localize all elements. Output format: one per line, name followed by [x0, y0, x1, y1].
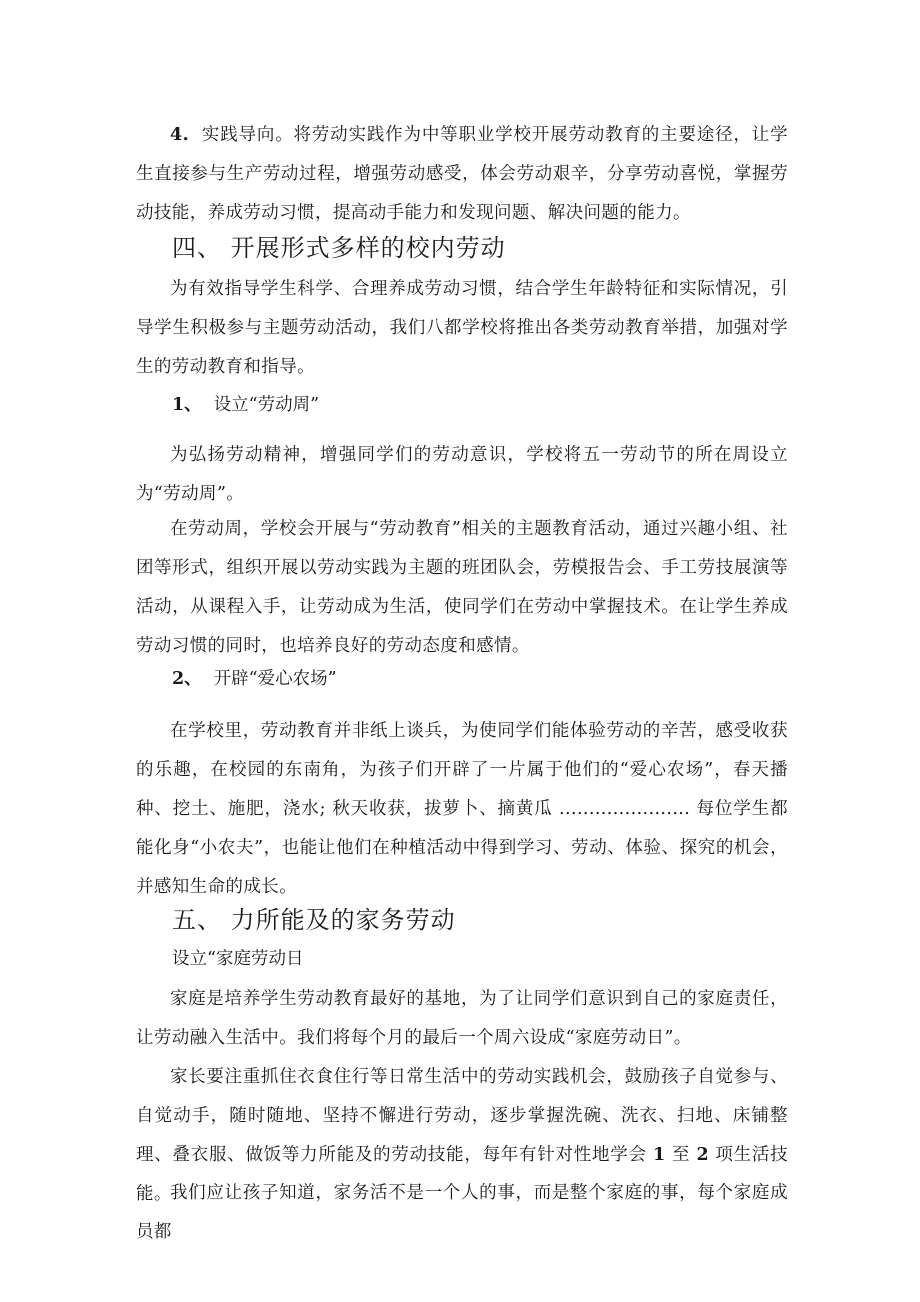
paragraph-text: 至 — [671, 1145, 691, 1165]
paragraph-practice-orientation — [136, 116, 788, 233]
subheading-text: 设立“劳动周” — [213, 395, 320, 415]
subheading-number: 1、 — [172, 395, 202, 415]
paragraph-text: 实践导向。将劳动实践作为中等职业学校开展劳动教育的主要途径，让学生直接参与生产劳动过程，增强劳动感受，体会劳动艰辛，分享劳动喜悦，掌握劳动技能，养成劳动习惯，提高动手能力和发现问题、解决问题的能力。 — [136, 125, 788, 223]
subheading-number: 2、 — [172, 669, 202, 689]
paragraph-love-farm: 在学校里，劳动教育并非纸上谈兵，为使同学们能体验劳动的辛苦，感受收获的乐趣，在校园的东南角，为孩子们开辟了一片属于他们的“爱心农场”，春天播种、挖土、施肥，浇水; 秋天收获，拔萝卜、摘黄瓜 ...................... 每位学生都能化身“小农夫”，也能让他们在种植活动中得到学习、劳动、体验、探究的机会，并感知生命的成长。 — [136, 721, 788, 897]
number-one: 1 — [653, 1145, 666, 1165]
paragraph-section-4-intro: 为有效指导学生科学、合理养成劳动习惯，结合学生年龄特征和实际情况，引导学生积极参与主题劳动活动，我们八都学校将推出各类劳动教育举措，加强对学生的劳动教育和指导。 — [136, 279, 788, 377]
subheading-text: 开辟“爱心农场” — [213, 669, 337, 689]
subheading-family-labor-day: 设立“家庭劳动日 — [172, 949, 304, 969]
item-number: 4. — [170, 125, 190, 145]
paragraph-labor-week-1: 为弘扬劳动精神，增强同学们的劳动意识，学校将五一劳动节的所在周设立为“劳动周”。 — [136, 445, 788, 504]
number-two: 2 — [696, 1145, 710, 1165]
paragraph-text: 家长要注重抓住衣食住行等日常生活中的劳动实践机会，鼓励孩子自觉参与、自觉动手，随时随地、坚持不懈进行劳动，逐步掌握洗碗、洗衣、扫地、床铺整理、叠衣服、做饭等力所能及的劳动技能，每年有针对性地学会 — [136, 1067, 788, 1165]
subheading-labor-week — [172, 390, 319, 420]
subheading-love-farm — [172, 664, 337, 694]
section-heading-4: 四、 开展形式多样的校内劳动 — [172, 234, 506, 262]
paragraph-text: 项生活技能。 — [136, 1145, 789, 1204]
paragraph-labor-week-2: 在劳动周，学校会开展与“劳动教育”相关的主题教育活动，通过兴趣小组、社团等形式，组织开展以劳动实践为主题的班团队会，劳模报告会、手工劳技展演等活动，从课程入手，让劳动成为生活，使同学们在劳动中掌握技术。在让学生养成劳动习惯的同时，也培养良好的劳动态度和感情。 — [136, 519, 788, 656]
paragraph-family-1: 家庭是培养学生劳动教育最好的基地，为了让同学们意识到自己的家庭责任，让劳动融入生活中。我们将每个月的最后一个周六设成“家庭劳动日”。 — [136, 989, 788, 1048]
paragraph-family-3: 我们应让孩子知道，家务活不是一个人的事，而是整个家庭的事，每个家庭成员都 — [136, 1183, 788, 1242]
section-heading-5: 五、 力所能及的家务劳动 — [172, 906, 456, 934]
